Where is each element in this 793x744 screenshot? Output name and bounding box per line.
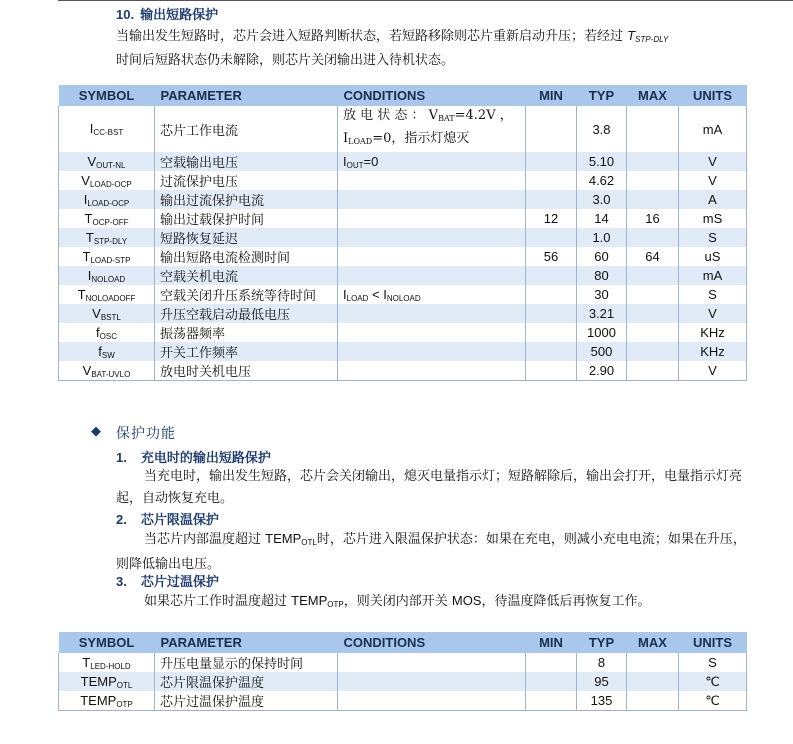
conditions-cell	[338, 691, 526, 711]
parameter-cell: 过流保护电压	[155, 171, 338, 190]
parameter-cell: 芯片工作电流	[155, 106, 338, 152]
diamond-bullet-icon: ◆	[91, 424, 101, 439]
symbol-cell: $T_{NOLOADOFF}$	[59, 285, 155, 304]
item-text: 当芯片内部温度超过 $TEMP_{OTL}$时，芯片进入限温保护状态：如果在充电，则减小充电电流；如果在升压，则降低输出电压。	[116, 531, 746, 572]
symbol-cell: $I_{LOAD-OCP}$	[59, 190, 155, 209]
item-text: 当充电时，输出发生短路，芯片会关闭输出，熄灭电量指示灯；短路解除后，输出会打开，电量指示灯亮起，自动恢复充电。	[116, 469, 743, 506]
conditions-cell	[338, 190, 526, 209]
symbol-cell: $T_{OCP-OFF}$	[59, 209, 155, 228]
para-symbol-sub: STP-DLY	[635, 35, 669, 44]
typ-cell: 500	[577, 342, 627, 361]
typ-cell: 1000	[577, 323, 627, 342]
conditions-cell	[338, 323, 526, 342]
min-cell	[526, 672, 577, 691]
min-cell	[526, 691, 577, 711]
header-parameter: PARAMETER	[155, 85, 338, 106]
min-cell	[526, 304, 577, 323]
conditions-cell	[338, 653, 526, 672]
max-cell	[627, 266, 679, 285]
min-cell	[526, 361, 577, 381]
conditions-cell	[338, 672, 526, 691]
typ-cell: 80	[577, 266, 627, 285]
header-symbol: SYMBOL	[59, 632, 155, 653]
table-row	[59, 171, 747, 190]
table-row	[59, 106, 747, 152]
symbol-cell: $V_{LOAD-OCP}$	[59, 171, 155, 190]
parameter-cell: 空载输出电压	[155, 152, 338, 171]
header-max: MAX	[627, 85, 679, 106]
max-cell	[627, 691, 679, 711]
typ-cell: 135	[577, 691, 627, 711]
protection-heading: 保护功能	[116, 426, 176, 442]
typ-cell: 1.0	[577, 228, 627, 247]
symbol-cell: $T_{LOAD-STP}$	[59, 247, 155, 266]
parameter-cell: 空载关机电流	[155, 266, 338, 285]
section-title: 输出短路保护	[140, 8, 219, 23]
min-cell: 12	[526, 209, 577, 228]
header-conditions: CONDITIONS	[338, 632, 526, 653]
table-row	[59, 152, 747, 171]
table-row	[59, 342, 747, 361]
header-typ: TYP	[577, 632, 627, 653]
table-row	[59, 228, 747, 247]
table-row	[59, 323, 747, 342]
max-cell: 16	[627, 209, 679, 228]
typ-cell: 5.10	[577, 152, 627, 171]
para-symbol	[627, 28, 668, 43]
max-cell: 64	[627, 247, 679, 266]
conditions-cell	[338, 209, 526, 228]
table-row	[59, 691, 747, 711]
table-row	[59, 266, 747, 285]
min-cell	[526, 171, 577, 190]
max-cell	[627, 190, 679, 209]
units-cell: mS	[679, 209, 747, 228]
conditions-cell	[338, 361, 526, 381]
min-cell	[526, 285, 577, 304]
item-heading: 3. 芯片过温保护	[116, 574, 219, 590]
header-typ: TYP	[577, 85, 627, 106]
parameter-cell: 升压电量显示的保持时间	[155, 653, 338, 672]
units-cell: S	[679, 653, 747, 672]
symbol-cell: $V_{OUT-NL}$	[59, 152, 155, 171]
min-cell	[526, 323, 577, 342]
item-heading: 2. 芯片限温保护	[116, 512, 219, 528]
para-symbol-main: T	[627, 28, 636, 43]
units-cell: uS	[679, 247, 747, 266]
typ-cell: 30	[577, 285, 627, 304]
max-cell	[627, 672, 679, 691]
table-row	[59, 653, 747, 672]
min-cell: 56	[526, 247, 577, 266]
table-header-row	[59, 632, 747, 653]
max-cell	[627, 285, 679, 304]
conditions-cell: $I_{OUT}=0$	[338, 152, 526, 171]
units-cell: V	[679, 152, 747, 171]
parameter-cell: 输出过载保护时间	[155, 209, 338, 228]
units-cell: V	[679, 361, 747, 381]
conditions-cell	[338, 228, 526, 247]
header-units: UNITS	[679, 85, 747, 106]
section-heading	[116, 4, 218, 23]
parameter-cell: 开关工作频率	[155, 342, 338, 361]
table-header-row	[59, 85, 747, 106]
para-text-b: 时间后短路状态仍未解除，则芯片关闭输出进入待机状态。	[116, 53, 455, 68]
section-paragraph	[116, 25, 756, 71]
symbol-cell: $TEMP_{OTL}$	[59, 672, 155, 691]
parameter-cell: 振荡器频率	[155, 323, 338, 342]
typ-cell: 3.0	[577, 190, 627, 209]
parameter-cell: 空载关闭升压系统等待时间	[155, 285, 338, 304]
top-rule	[58, 0, 793, 1]
min-cell	[526, 106, 577, 152]
units-cell: S	[679, 228, 747, 247]
header-max: MAX	[627, 632, 679, 653]
units-cell: KHz	[679, 342, 747, 361]
header-units: UNITS	[679, 632, 747, 653]
conditions-cell	[338, 171, 526, 190]
units-cell: mA	[679, 266, 747, 285]
units-cell: V	[679, 171, 747, 190]
section-number: 10.	[116, 7, 135, 22]
table-row	[59, 361, 747, 381]
table-row	[59, 247, 747, 266]
para-text-a: 当输出发生短路时，芯片会进入短路判断状态，若短路移除则芯片重新启动升压；若经过	[116, 29, 624, 44]
symbol-cell: $I_{NOLOAD}$	[59, 266, 155, 285]
units-cell: KHz	[679, 323, 747, 342]
item-text: 如果芯片工作时温度超过 $TEMP_{OTP}$，则关闭内部开关 MOS，待温度降低后再恢复工作。	[144, 593, 651, 609]
typ-cell: 2.90	[577, 361, 627, 381]
max-cell	[627, 171, 679, 190]
symbol-cell: $T_{STP-DLY}$	[59, 228, 155, 247]
units-cell: mA	[679, 106, 747, 152]
min-cell	[526, 266, 577, 285]
symbol-cell: $f_{SW}$	[59, 342, 155, 361]
max-cell	[627, 304, 679, 323]
max-cell	[627, 152, 679, 171]
units-cell: S	[679, 285, 747, 304]
min-cell	[526, 342, 577, 361]
symbol-cell: $I_{CC-BST}$	[59, 106, 155, 152]
units-cell: V	[679, 304, 747, 323]
units-cell: A	[679, 190, 747, 209]
typ-cell: 14	[577, 209, 627, 228]
max-cell	[627, 228, 679, 247]
max-cell	[627, 106, 679, 152]
header-symbol: SYMBOL	[59, 85, 155, 106]
conditions-cell	[338, 247, 526, 266]
table-row	[59, 285, 747, 304]
typ-cell: 95	[577, 672, 627, 691]
typ-cell: 3.21	[577, 304, 627, 323]
header-min: MIN	[526, 85, 577, 106]
item-heading: 1. 充电时的输出短路保护	[116, 450, 271, 466]
parameter-cell: 短路恢复延迟	[155, 228, 338, 247]
parameter-cell: 芯片过温保护温度	[155, 691, 338, 711]
protection-table	[58, 632, 747, 711]
conditions-cell	[338, 342, 526, 361]
table-row	[59, 304, 747, 323]
electrical-table	[58, 85, 747, 381]
max-cell	[627, 361, 679, 381]
symbol-cell: $TEMP_{OTP}$	[59, 691, 155, 711]
min-cell	[526, 228, 577, 247]
parameter-cell: 输出短路电流检测时间	[155, 247, 338, 266]
typ-cell: 3.8	[577, 106, 627, 152]
table-row	[59, 209, 747, 228]
conditions-cell: 放 电 状 态 ： $V_{BAT}=4.2V$ ， $I_{LOAD}=0$，指示灯熄灭	[338, 106, 526, 152]
max-cell	[627, 342, 679, 361]
max-cell	[627, 323, 679, 342]
symbol-cell: $f_{OSC}$	[59, 323, 155, 342]
min-cell	[526, 152, 577, 171]
conditions-cell	[338, 304, 526, 323]
min-cell	[526, 190, 577, 209]
parameter-cell: 放电时关机电压	[155, 361, 338, 381]
table-row	[59, 672, 747, 691]
parameter-cell: 输出过流保护电流	[155, 190, 338, 209]
typ-cell: 60	[577, 247, 627, 266]
symbol-cell: $V_{BSTL}$	[59, 304, 155, 323]
parameter-cell: 升压空载启动最低电压	[155, 304, 338, 323]
units-cell: ℃	[679, 691, 747, 711]
units-cell: ℃	[679, 672, 747, 691]
header-min: MIN	[526, 632, 577, 653]
parameter-cell: 芯片限温保护温度	[155, 672, 338, 691]
table-row	[59, 190, 747, 209]
max-cell	[627, 653, 679, 672]
symbol-cell: $V_{BAT-UVLO}$	[59, 361, 155, 381]
header-parameter: PARAMETER	[155, 632, 338, 653]
symbol-cell: $T_{LED-HOLD}$	[59, 653, 155, 672]
conditions-cell	[338, 266, 526, 285]
header-conditions: CONDITIONS	[338, 85, 526, 106]
min-cell	[526, 653, 577, 672]
conditions-cell: $I_{LOAD} < I_{NOLOAD}$	[338, 285, 526, 304]
typ-cell: 8	[577, 653, 627, 672]
typ-cell: 4.62	[577, 171, 627, 190]
